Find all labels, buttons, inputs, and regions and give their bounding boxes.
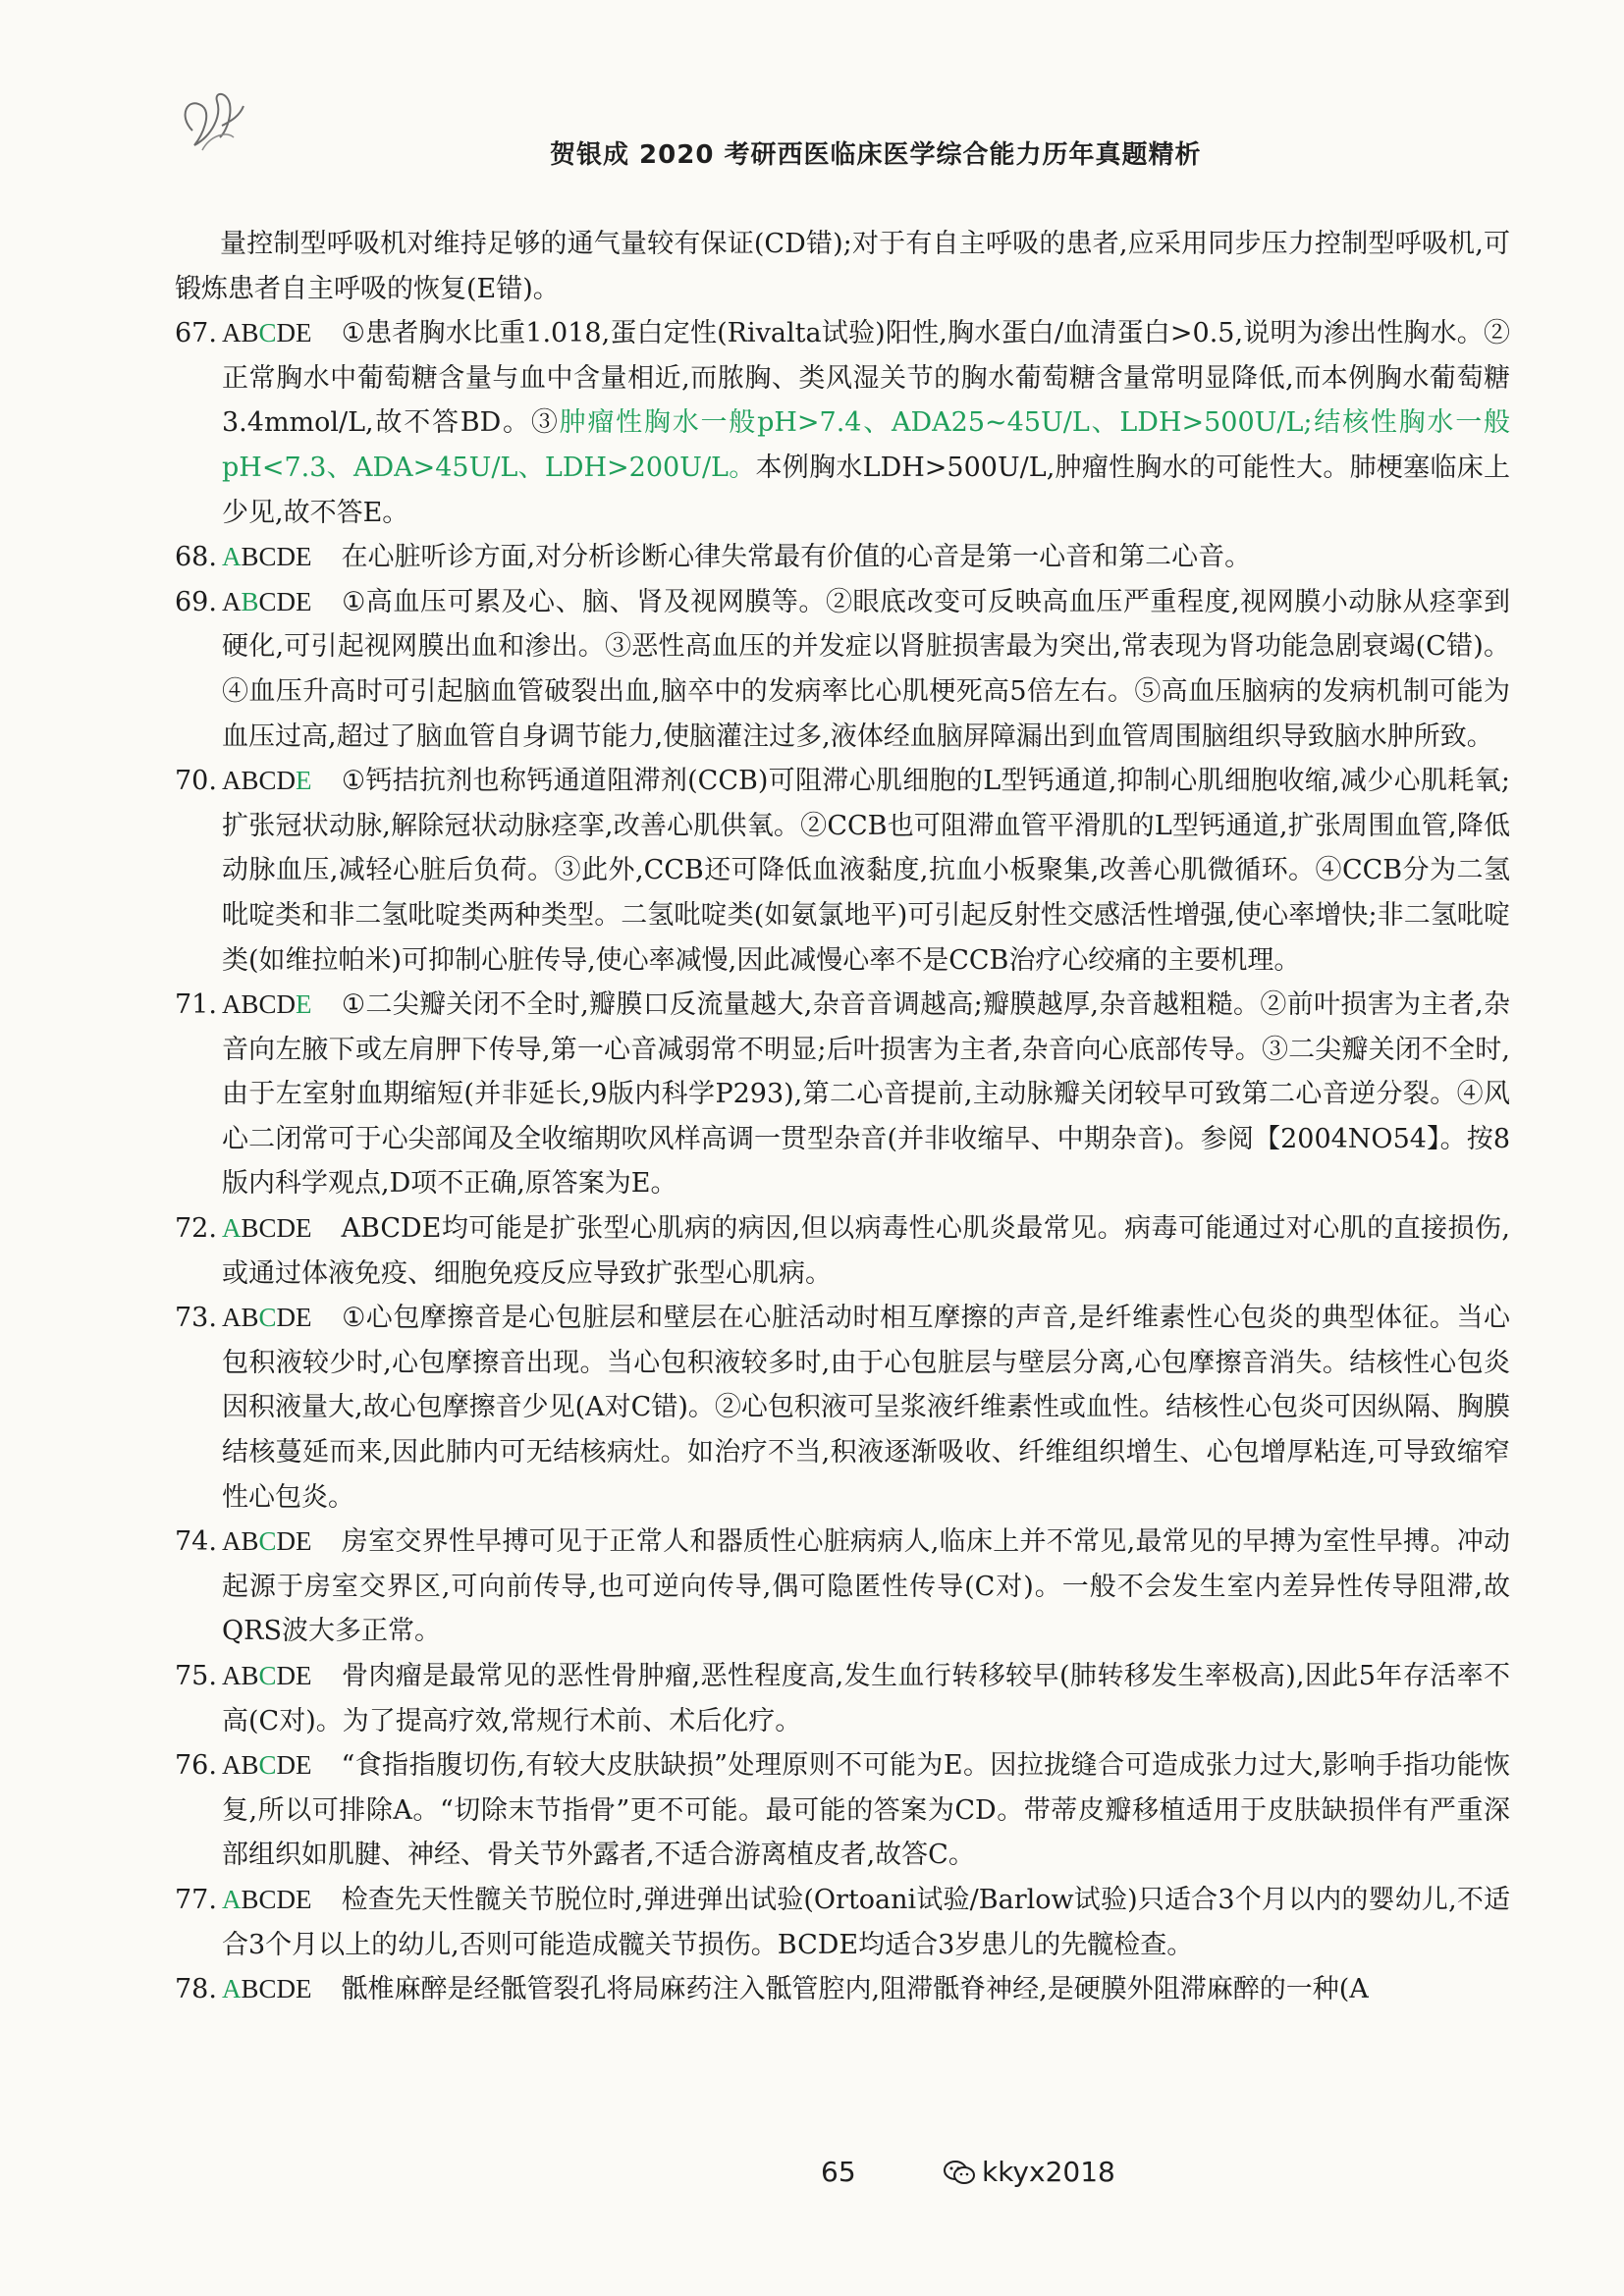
explanation-text: ①高血压可累及心、脑、肾及视网膜等。②眼底改变可反映高血压严重程度,视网膜小动脉从痉挛到硬化,可引起视网膜出血和渗出。③恶性高血压的并发症以肾脏损害最为突出,常表现为肾功能急剧衰竭(C错)。④血压升高时可引起脑血管破裂出血,脑卒中的发病率比心肌梗死高5倍左右。⑤高血压脑病的发病机制可能为血压过高,超过了脑血管自身调节能力,使脑灌注过多,液体经血脑屏障漏出到血管周围脑组织导致脑水肿所致。 xyxy=(222,586,1510,752)
question-number: 72. xyxy=(175,1213,217,1245)
question-number: 70. xyxy=(175,766,217,797)
question-number: 75. xyxy=(175,1661,217,1691)
answer-item xyxy=(175,983,1510,1206)
option-letter: C xyxy=(258,1884,277,1914)
explanation-text: 在心脏听诊方面,对分析诊断心律失常最有价值的心音是第一心音和第二心音。 xyxy=(341,542,1252,573)
explanation-text: 检查先天性髋关节脱位时,弹进弹出试验(Ortoani试验/Barlow试验)只适合3个月以内的婴幼儿,不适合3个月以上的幼儿,否则可能造成髋关节损伤。BCDE均适合3岁患儿的先髋检查。 xyxy=(222,1884,1510,1960)
answer-item xyxy=(175,1967,1510,2012)
question-number: 67. xyxy=(175,318,217,349)
option-letter: D xyxy=(276,1974,297,2004)
option-letter: C xyxy=(258,1750,277,1781)
option-letter: E xyxy=(296,1213,312,1244)
answer-item xyxy=(175,311,1510,535)
option-letter: A xyxy=(222,1303,242,1333)
option-letter: B xyxy=(241,1303,259,1333)
option-letter: B xyxy=(241,318,259,348)
option-letter: D xyxy=(276,766,297,796)
wechat-footer xyxy=(943,2156,1115,2188)
option-letter: A xyxy=(222,586,242,616)
option-letter: B xyxy=(241,1974,259,2004)
intro-paragraph: 量控制型呼吸机对维持足够的通气量较有保证(CD错);对于有自主呼吸的患者,应采用同步压力控制型呼吸机,可锻炼患者自主呼吸的恢复(E错)。 xyxy=(175,229,1510,304)
option-letter: C xyxy=(258,586,277,616)
option-letter: C xyxy=(258,542,277,572)
option-letter: E xyxy=(296,1661,312,1690)
option-letter: E xyxy=(296,1303,312,1333)
answer-item xyxy=(175,1206,1510,1296)
option-letter: B xyxy=(241,1213,259,1244)
explanation-text: ①二尖瓣关闭不全时,瓣膜口反流量越大,杂音音调越高;瓣膜越厚,杂音越粗糙。②前叶损害为主者,杂音向左腋下或左肩胛下传导,第一心音减弱常不明显;后叶损害为主者,杂音向心底部传导。③二尖瓣关闭不全时,由于左室射血期缩短(并非延长,9版内科学P293),第二心音提前,主动脉瓣关闭较早可致第二心音逆分裂。④风心二闭常可于心尖部闻及全收缩期吹风样高调一贯型杂音(并非收缩早、中期杂音)。参阅【2004NO54】。按8版内科学观点,D项不正确,原答案为E。 xyxy=(222,989,1510,1200)
option-letter: C xyxy=(258,1213,277,1244)
answer-options xyxy=(222,1303,312,1332)
question-number: 78. xyxy=(175,1974,217,2005)
option-letter: D xyxy=(276,1884,297,1914)
option-letter: B xyxy=(241,1884,259,1914)
option-letter: E xyxy=(296,1974,312,2004)
option-letter: B xyxy=(241,586,259,616)
answer-item xyxy=(175,1296,1510,1520)
option-letter: E xyxy=(296,989,312,1020)
question-number: 68. xyxy=(175,542,217,573)
wechat-icon xyxy=(943,2159,976,2186)
answer-options xyxy=(222,1213,312,1243)
answer-content xyxy=(175,222,1510,2012)
option-letter: D xyxy=(276,318,297,348)
option-letter: E xyxy=(296,1526,312,1557)
option-letter: A xyxy=(222,1213,242,1244)
option-letter: D xyxy=(276,1303,297,1333)
option-letter: B xyxy=(241,1526,259,1557)
option-letter: A xyxy=(222,1974,242,2004)
option-letter: C xyxy=(258,989,277,1020)
option-letter: A xyxy=(222,1526,242,1557)
answer-options xyxy=(222,542,312,571)
explanation-text: ①钙拮抗剂也称钙通道阻滞剂(CCB)可阻滞心肌细胞的L型钙通道,抑制心肌细胞收缩,减少心肌耗氧;扩张冠状动脉,解除冠状动脉痉挛,改善心肌供氧。②CCB也可阻滞血管平滑肌的L型钙通道,扩张周围血管,降低动脉血压,减轻心脏后负荷。③此外,CCB还可降低血液黏度,抗血小板聚集,改善心肌微循环。④CCB分为二氢吡啶类和非二氢吡啶类两种类型。二氢吡啶类(如氨氯地平)可引起反射性交感活性增强,使心率增快;非二氢吡啶类(如维拉帕米)可抑制心脏传导,使心率减慢,因此减慢心率不是CCB治疗心绞痛的主要机理。 xyxy=(222,766,1510,976)
option-letter: D xyxy=(276,542,297,572)
option-letter: E xyxy=(296,586,312,616)
answer-options xyxy=(222,1885,312,1914)
option-letter: A xyxy=(222,766,242,796)
page-header-title: 贺银成 2020 考研西医临床医学综合能力历年真题精析 xyxy=(550,140,1202,170)
answer-item xyxy=(175,759,1510,983)
page-number: 65 xyxy=(821,2156,856,2188)
answer-options xyxy=(222,1974,312,2003)
explanation-text: 本例胸水LDH>500U/L,肿瘤性胸水的可能性大。肺梗塞临床上少见,故不答E。 xyxy=(222,452,1510,528)
option-letter: E xyxy=(296,318,312,348)
option-letter: D xyxy=(276,1213,297,1244)
option-letter: D xyxy=(276,1526,297,1557)
question-number: 77. xyxy=(175,1884,217,1915)
option-letter: B xyxy=(241,1750,259,1781)
answer-options xyxy=(222,1526,312,1556)
question-list xyxy=(175,311,1510,2012)
answer-item xyxy=(175,535,1510,580)
option-letter: B xyxy=(241,766,259,796)
option-letter: A xyxy=(222,1884,242,1914)
option-letter: B xyxy=(241,1661,259,1690)
explanation-text: ①患者胸水比重1.018,蛋白定性(Rivalta试验)阳性,胸水蛋白/血清蛋白>0.5,说明为渗出性胸水。②正常胸水中葡萄糖含量与血中含量相近,而脓胸、类风湿关节的胸水葡萄糖含量常明显降低,而本例胸水葡萄糖3.4mmol/L,故不答BD。③ xyxy=(222,318,1510,439)
option-letter: E xyxy=(296,766,312,796)
question-number: 73. xyxy=(175,1303,217,1334)
question-number: 71. xyxy=(175,989,217,1021)
option-letter: A xyxy=(222,1750,242,1781)
explanation-text: ①心包摩擦音是心包脏层和壁层在心脏活动时相互摩擦的声音,是纤维素性心包炎的典型体征。当心包积液较少时,心包摩擦音出现。当心包积液较多时,由于心包脏层与壁层分离,心包摩擦音消失。结核性心包炎因积液量大,故心包摩擦音少见(A对C错)。②心包积液可呈浆液纤维素性或血性。结核性心包炎可因纵隔、胸膜结核蔓延而来,因此肺内可无结核病灶。如治疗不当,积液逐渐吸收、纤维组织增生、心包增厚粘连,可导致缩窄性心包炎。 xyxy=(222,1303,1510,1513)
option-letter: A xyxy=(222,542,242,572)
answer-options xyxy=(222,1661,312,1690)
option-letter: D xyxy=(276,1661,297,1690)
question-number: 69. xyxy=(175,586,217,617)
answer-options xyxy=(222,766,312,795)
explanation-text: 骨肉瘤是最常见的恶性骨肿瘤,恶性程度高,发生血行转移较早(肺转移发生率极高),因此5年存活率不高(C对)。为了提高疗效,常规行术前、术后化疗。 xyxy=(222,1661,1510,1736)
option-letter: C xyxy=(258,1661,277,1690)
option-letter: D xyxy=(276,989,297,1020)
option-letter: C xyxy=(258,1526,277,1557)
answer-options xyxy=(222,318,312,347)
answer-item xyxy=(175,1878,1510,1967)
option-letter: C xyxy=(258,1303,277,1333)
signature-logo-icon xyxy=(173,77,251,165)
option-letter: E xyxy=(296,542,312,572)
option-letter: B xyxy=(241,989,259,1020)
wechat-id: kkyx2018 xyxy=(982,2156,1115,2188)
question-number: 74. xyxy=(175,1526,217,1558)
option-letter: B xyxy=(241,542,259,572)
option-letter: D xyxy=(276,586,297,616)
explanation-text: “食指指腹切伤,有较大皮肤缺损”处理原则不可能为E。因拉拢缝合可造成张力过大,影响手指功能恢复,所以可排除A。“切除末节指骨”更不可能。最可能的答案为CD。带蒂皮瓣移植适用于皮肤缺损伴有严重深部组织如肌腱、神经、骨关节外露者,不适合游离植皮者,故答C。 xyxy=(222,1750,1510,1871)
answer-item xyxy=(175,1743,1510,1878)
explanation-text: 骶椎麻醉是经骶管裂孔将局麻药注入骶管腔内,阻滞骶脊神经,是硬膜外阻滞麻醉的一种(A xyxy=(341,1974,1369,2005)
answer-item xyxy=(175,580,1510,759)
option-letter: A xyxy=(222,1661,242,1690)
option-letter: A xyxy=(222,318,242,348)
answer-item xyxy=(175,1654,1510,1743)
answer-options xyxy=(222,989,312,1019)
option-letter: C xyxy=(258,318,277,348)
answer-options xyxy=(222,1750,312,1780)
option-letter: E xyxy=(296,1884,312,1914)
answer-options xyxy=(222,587,312,616)
explanation-text: ABCDE均可能是扩张型心肌病的病因,但以病毒性心肌炎最常见。病毒可能通过对心肌的直接损伤,或通过体液免疫、细胞免疫反应导致扩张型心肌病。 xyxy=(222,1213,1510,1289)
question-number: 76. xyxy=(175,1750,217,1782)
option-letter: C xyxy=(258,766,277,796)
option-letter: D xyxy=(276,1750,297,1781)
answer-item xyxy=(175,1520,1510,1654)
option-letter: E xyxy=(296,1750,312,1781)
highlighted-text: 肿瘤性胸水一般pH>7.4、ADA25~45U/L、LDH>500U/L;结核性胸水一般pH<7.3、ADA>45U/L、LDH>200U/L。 xyxy=(222,407,1510,483)
option-letter: C xyxy=(258,1974,277,2004)
option-letter: A xyxy=(222,989,242,1020)
explanation-text: 房室交界性早搏可见于正常人和器质性心脏病病人,临床上并不常见,最常见的早搏为室性早搏。冲动起源于房室交界区,可向前传导,也可逆向传导,偶可隐匿性传导(C对)。一般不会发生室内差异性传导阻滞,故QRS波大多正常。 xyxy=(222,1526,1510,1647)
